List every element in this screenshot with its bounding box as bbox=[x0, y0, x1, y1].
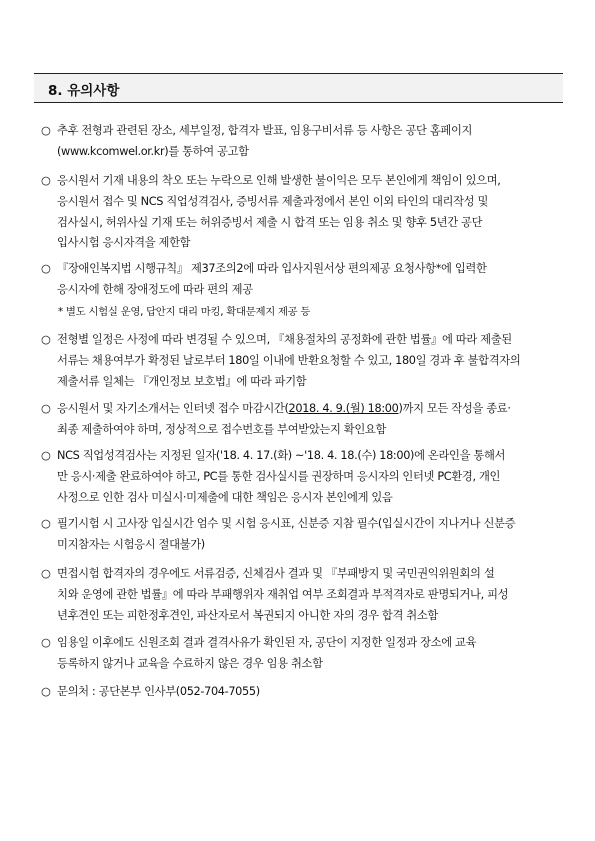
notice-line: 입사시험 응시자격을 제한함 bbox=[57, 236, 191, 250]
section-header bbox=[34, 73, 563, 103]
notice-item-7 bbox=[41, 514, 557, 556]
notice-line: 최종 제출하여야 하며, 정상적으로 접수번호를 부여받았는지 확인요함 bbox=[57, 422, 387, 436]
notice-line bbox=[57, 399, 557, 420]
circle-bullet-icon: ○ bbox=[41, 449, 51, 462]
notice-line: 임용일 이후에도 신원조회 결과 결격사유가 확인된 자, 공단이 지정한 일정과 장소에 교육 bbox=[57, 636, 477, 649]
notice-line: 필기시험 시 고사장 입실시간 엄수 및 시험 응시표, 신분증 지참 필수(입실시간이 지나거나 신분증 bbox=[57, 517, 516, 530]
notice-footnote: * 별도 시험실 운영, 답안지 대리 마킹, 확대문제지 제공 등 bbox=[58, 306, 311, 318]
notice-item-10 bbox=[41, 682, 557, 703]
section-title: 8. 유의사항 bbox=[48, 83, 120, 99]
notice-line: 응시원서 접수 및 NCS 직업성격검사, 증빙서류 제출과정에서 본인 이외 타인의 대리작성 및 bbox=[57, 194, 489, 208]
notice-line: 응시원서 기재 내용의 착오 또는 누락으로 인해 발생한 불이익은 모두 본인에게 책임이 있으며, bbox=[57, 174, 501, 187]
notice-item-8 bbox=[41, 564, 557, 626]
notice-item-1 bbox=[41, 121, 557, 163]
notice-line: 추후 전형과 관련된 장소, 세부일정, 합격자 발표, 임용구비서류 등 사항은 공단 홈페이지 bbox=[57, 124, 473, 137]
notice-line: 검사실시, 허위사실 기재 또는 허위증빙서 제출 시 합격 또는 임용 취소 및 향후 5년간 공단 bbox=[57, 215, 483, 229]
notice-item-2 bbox=[41, 171, 557, 254]
notice-item-5 bbox=[41, 399, 557, 441]
circle-bullet-icon: ○ bbox=[41, 636, 51, 649]
circle-bullet-icon: ○ bbox=[41, 402, 51, 415]
circle-bullet-icon: ○ bbox=[41, 517, 51, 530]
circle-bullet-icon: ○ bbox=[41, 174, 51, 187]
notice-line: 『장애인복지법 시행규칙』 제37조의2에 따라 입사지원서상 편의제공 요청사항*에 입력한 bbox=[57, 262, 487, 275]
notice-line: 사정으로 인한 검사 미실시·미제출에 대한 책임은 응시자 본인에게 있음 bbox=[57, 490, 393, 504]
notice-line: 면접시험 합격자의 경우에도 서류검증, 신체검사 결과 및 『부패방지 및 국민권익위원회의 설 bbox=[57, 567, 495, 580]
notice-text: )까지 모든 작성을 종료· bbox=[398, 402, 511, 415]
circle-bullet-icon: ○ bbox=[41, 124, 51, 137]
notice-line: 만 응시·제출 완료하여야 하고, PC를 통한 검사실시를 권장하며 응시자의 인터넷 PC환경, 개인 bbox=[57, 469, 501, 483]
notice-line: 전형별 일정은 사정에 따라 변경될 수 있으며, 『채용절차의 공정화에 관한 법률』에 따라 제출된 bbox=[57, 333, 512, 346]
notice-item-3 bbox=[41, 259, 557, 301]
notice-line: 미지참자는 시험응시 절대불가) bbox=[57, 537, 205, 551]
circle-bullet-icon: ○ bbox=[41, 567, 51, 580]
notice-text: 응시원서 및 자기소개서는 인터넷 접수 마감시간( bbox=[57, 402, 289, 415]
notice-line: 응시자에 한해 장애정도에 따라 편의 제공 bbox=[57, 282, 253, 296]
notice-item-9 bbox=[41, 633, 557, 675]
circle-bullet-icon: ○ bbox=[41, 333, 51, 346]
notice-line: 치와 운영에 관한 법률』에 따라 부패행위자 재취업 여부 조회결과 부적격자로 판명되거나, 피성 bbox=[57, 587, 509, 601]
notice-line: NCS 직업성격검사는 지정된 일자('18. 4. 17.(화) ~'18. 4. 18.(수) 18:00)에 온라인을 통해서 bbox=[57, 449, 506, 462]
notice-line: 년후견인 또는 피한정후견인, 파산자로서 복권되지 아니한 자의 경우 합격 취소함 bbox=[57, 608, 438, 622]
notice-line: 제출서류 일체는 『개인정보 보호법』에 따라 파기함 bbox=[57, 374, 307, 388]
notice-item-4 bbox=[41, 330, 557, 392]
notice-line: 서류는 채용여부가 확정된 날로부터 180일 이내에 반환요청할 수 있고, 180일 경과 후 불합격자의 bbox=[57, 353, 521, 367]
contact-line: 문의처 : 공단본부 인사부(052-704-7055) bbox=[57, 685, 260, 698]
circle-bullet-icon: ○ bbox=[41, 685, 51, 698]
deadline-text: 2018. 4. 9.(월) 18:00 bbox=[288, 402, 399, 415]
notice-item-6 bbox=[41, 446, 557, 508]
circle-bullet-icon: ○ bbox=[41, 262, 51, 275]
notice-line: (www.kcomwel.or.kr)를 통하여 공고함 bbox=[57, 144, 249, 158]
notice-line: 등록하지 않거나 교육을 수료하지 않은 경우 임용 취소함 bbox=[57, 656, 323, 670]
